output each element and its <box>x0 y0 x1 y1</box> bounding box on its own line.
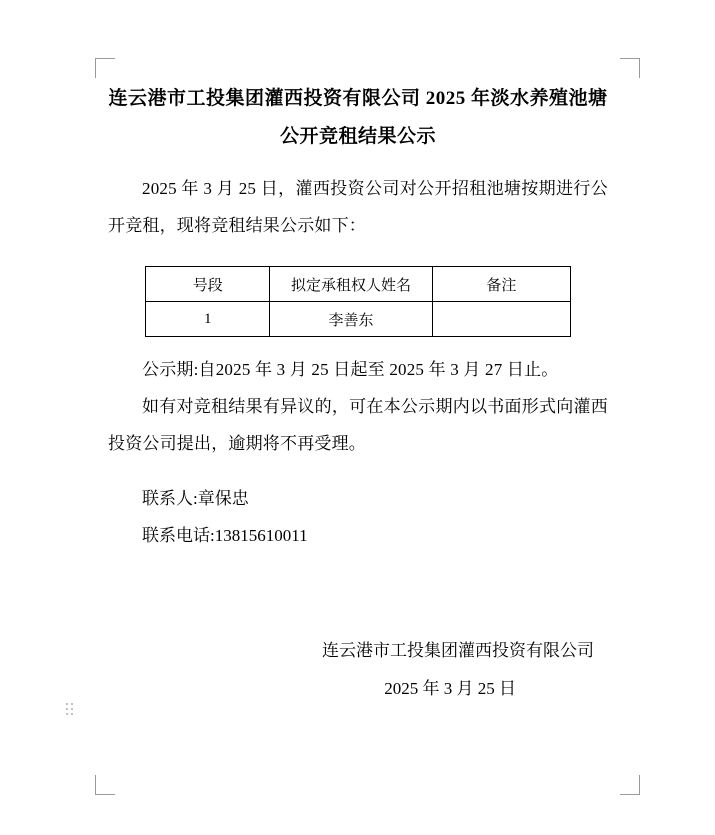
page-title <box>108 80 608 156</box>
document-content <box>108 80 608 708</box>
contact-phone: 联系电话:13815610011 <box>142 526 308 545</box>
table-header-cell-remark: 备注 <box>432 267 570 302</box>
table-cell-remark <box>432 302 570 337</box>
signature-block <box>108 632 608 708</box>
page-title-line-1: 连云港市工投集团灌西投资有限公司 2025 年淡水养殖池塘 <box>108 88 608 109</box>
table-header-cell-name: 拟定承租权人姓名 <box>270 267 432 302</box>
table-cell-section: 1 <box>146 302 270 337</box>
table-cell-name: 李善东 <box>270 302 432 337</box>
page-title-line-2: 公开竞租结果公示 <box>279 126 436 147</box>
notice-period-text: 公示期:自2025 年 3 月 25 日起至 2025 年 3 月 27 日止。 <box>142 360 559 379</box>
contact-person: 联系人:章保忠 <box>142 489 249 508</box>
signature-organization: 连云港市工投集团灌西投资有限公司 <box>322 641 594 660</box>
contact-block <box>108 480 608 554</box>
signature-date: 2025 年 3 月 25 日 <box>384 679 516 698</box>
table-row <box>146 302 571 337</box>
drag-handle-icon[interactable] <box>66 703 78 717</box>
paragraph-intro: 2025 年 3 月 25 日，灌西投资公司对公开招租池塘按期进行公开竞租，现将竞租结果公示如下： <box>108 179 608 235</box>
bid-result-table <box>145 266 571 337</box>
table-header-row <box>146 267 571 302</box>
table-header-cell-section: 号段 <box>146 267 270 302</box>
paragraph-objection: 如有对竞租结果有异议的，可在本公示期内以书面形式向灌西投资公司提出，逾期将不再受理。 <box>108 397 608 453</box>
